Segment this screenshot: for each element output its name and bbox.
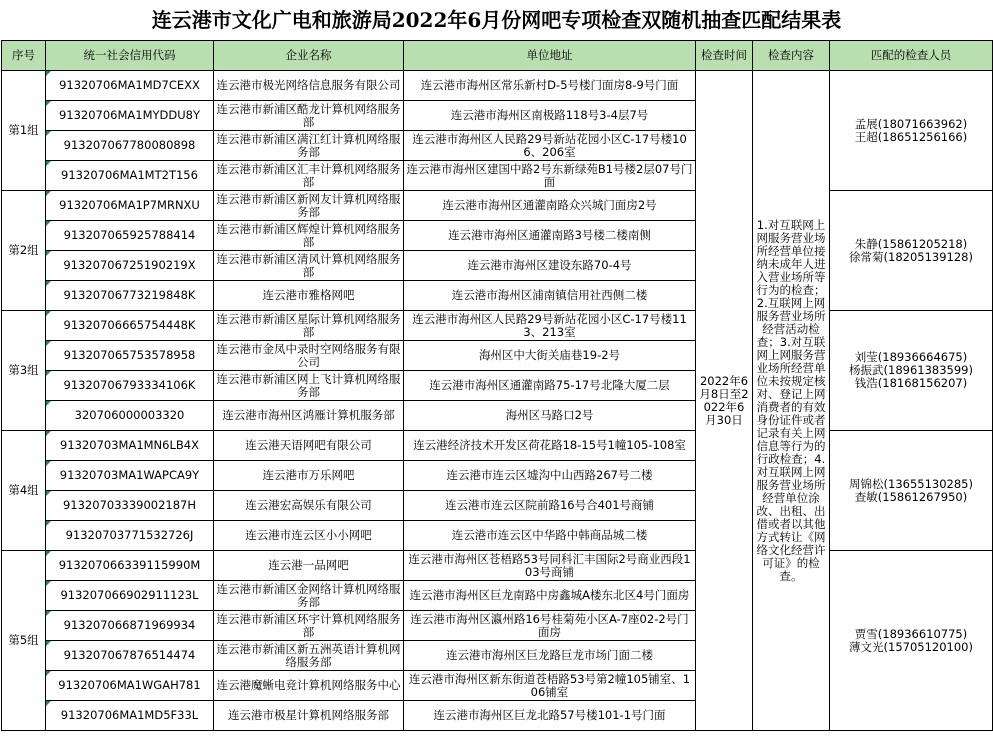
inspectors-cell	[830, 551, 993, 731]
company-name-text: 连云港市新浦区辉煌计算机网络服务部	[216, 222, 401, 249]
table-row	[2, 191, 993, 221]
address-text: 连云港市连云区墟沟中山西路267号二楼	[446, 469, 653, 482]
company-name-text: 连云港天语网吧有限公司	[245, 439, 372, 452]
credit-code-cell: 91320706773219848K	[46, 281, 214, 311]
company-name-cell	[214, 461, 404, 491]
inspector-name: 薄文光(15705120100)	[849, 639, 973, 654]
address-text: 连云港市海州区建设东路70-4号	[467, 259, 632, 272]
credit-code-cell: 91320706725190219X	[46, 251, 214, 281]
company-name-text: 连云港市新浦区金网络计算机网络服务部	[216, 582, 401, 609]
inspector-name: 徐常菊(18205139128)	[849, 249, 973, 264]
company-name-text: 连云港市新浦区满江红计算机网络服务部	[216, 132, 401, 159]
address-cell	[404, 101, 696, 131]
company-name-text: 连云港魔蜥电竞计算机网络服务中心	[216, 679, 401, 692]
credit-code-cell: 913207067780080898	[46, 131, 214, 161]
company-name-text: 连云港市新浦区星际计算机网络服务部	[216, 312, 401, 339]
company-name-cell	[214, 161, 404, 191]
address-text: 连云港市海州区人民路29号新站花园小区C-17号楼106、206室	[412, 132, 687, 159]
company-name-cell	[214, 281, 404, 311]
address-cell	[404, 551, 696, 581]
address-cell	[404, 341, 696, 371]
inspector-name: 贾雪(18936610775)	[854, 626, 968, 641]
address-cell	[404, 311, 696, 341]
credit-code-cell: 913207065753578958	[46, 341, 214, 371]
header-row	[2, 41, 993, 71]
company-name-cell	[214, 641, 404, 671]
company-name-text: 连云港市金凤中录时空网络服务有限公司	[216, 342, 401, 369]
company-name-text: 连云港宏高娱乐有限公司	[245, 499, 372, 512]
company-name-cell	[214, 581, 404, 611]
inspector-name: 周锦松(13655130285)	[849, 476, 973, 491]
address-cell	[404, 191, 696, 221]
header-time: 检查时间	[696, 41, 753, 71]
credit-code-cell: 91320706MA1MYDDU8Y	[46, 101, 214, 131]
page-title: 连云港市文化广电和旅游局2022年6月份网吧专项检查双随机抽查匹配结果表	[151, 8, 842, 32]
company-name-text: 连云港市连云区小小网吧	[245, 529, 372, 542]
address-cell	[404, 491, 696, 521]
company-name-cell	[214, 341, 404, 371]
address-cell	[404, 71, 696, 101]
company-name-cell	[214, 371, 404, 401]
inspector-name: 刘莹(18936664675)	[854, 350, 968, 364]
address-text: 连云港市海州区苍梧路53号同科汇丰国际2号商业西段103号商铺	[408, 552, 691, 579]
company-name-cell	[214, 101, 404, 131]
header-name: 企业名称	[214, 41, 404, 71]
address-cell	[404, 251, 696, 281]
address-text: 连云港市海州区巨龙路巨龙市场门面二楼	[446, 649, 653, 662]
company-name-cell	[214, 491, 404, 521]
header-content: 检查内容	[753, 41, 830, 71]
company-name-text: 连云港市新浦区清风计算机网络服务部	[216, 252, 401, 279]
company-name-cell	[214, 131, 404, 161]
company-name-cell	[214, 251, 404, 281]
address-text: 连云港市海州区巨龙北路57号楼101-1号门面	[433, 709, 666, 722]
company-name-cell	[214, 191, 404, 221]
company-name-text: 连云港市新浦区环宇计算机网络服务部	[216, 612, 401, 639]
inspectors-cell	[830, 431, 993, 551]
company-name-cell	[214, 551, 404, 581]
address-text: 连云港市海州区南极路118号3-4层7号	[450, 109, 649, 122]
address-text: 海州区中大街关庙巷19-2号	[478, 349, 621, 362]
address-text: 连云港市海州区人民路29号新站花园小区C-17号楼113、213室	[412, 312, 687, 339]
check-content-cell: 1.对互联网上网服务营业场所经营单位接纳未成年人进入营业场所等行为的检查；2.互联网上网服务营业场所经营活动检查；3.对互联网上网服务营业场所经营单位未按规定核对、登记上网消费者的有效身份证件或者记录有关上网信息等行为的行政检查；4.对互联网上网服务营业场所经营单位涂改、出租、出借或者以其他方式转让《网络文化经营许可证》的检查。	[753, 71, 830, 731]
address-cell	[404, 371, 696, 401]
inspectors-cell	[830, 191, 993, 311]
group-label: 第1组	[2, 71, 46, 191]
company-name-text: 连云港一品网吧	[268, 559, 349, 572]
credit-code-cell: 91320706MA1WGAH781	[46, 671, 214, 701]
company-name-cell	[214, 311, 404, 341]
credit-code-cell: 913207066339115990M	[46, 551, 214, 581]
result-table	[1, 40, 993, 731]
address-text: 连云港经济技术开发区荷花路18-15号1幢105-108室	[413, 439, 686, 452]
inspector-name: 查敏(15861267950)	[854, 489, 968, 504]
address-cell	[404, 671, 696, 701]
address-text: 连云港市连云区中华路中韩商品城二楼	[451, 529, 648, 542]
address-text: 连云港市海州区浦南镇信用社西侧二楼	[451, 289, 648, 302]
credit-code-cell: 913207065925788414	[46, 221, 214, 251]
table-row	[2, 71, 993, 101]
group-label: 第4组	[2, 431, 46, 551]
company-name-text: 连云港市极光网络信息服务有限公司	[216, 79, 401, 92]
address-cell	[404, 431, 696, 461]
inspector-name: 孟展(18071663962)	[854, 116, 968, 131]
company-name-text: 连云港市新浦区新五洲英语计算机网络服务部	[216, 642, 401, 669]
header-inspectors: 匹配的检查人员	[830, 41, 993, 71]
company-name-text: 连云港市极星计算机网络服务部	[228, 709, 389, 722]
check-time-cell: 2022年6月8日至2022年6月30日	[696, 71, 753, 731]
address-text: 连云港市连云区院前路16号合401号商铺	[444, 499, 655, 512]
address-text: 海州区马路口2号	[505, 409, 594, 422]
table-row	[2, 311, 993, 341]
company-name-text: 连云港市雅格网吧	[262, 289, 355, 302]
credit-code-cell: 91320706MA1MD7CEXX	[46, 71, 214, 101]
address-cell	[404, 581, 696, 611]
inspector-name: 王超(18651256166)	[854, 129, 968, 144]
address-cell	[404, 401, 696, 431]
group-label: 第5组	[2, 551, 46, 731]
company-name-cell	[214, 401, 404, 431]
credit-code-cell: 91320706MA1MD5F33L	[46, 701, 214, 731]
company-name-text: 连云港市海州区鸿雁计算机服务部	[222, 409, 395, 422]
company-name-text: 连云港市新浦区新网友计算机网络服务部	[216, 192, 401, 219]
address-cell	[404, 521, 696, 551]
address-cell	[404, 221, 696, 251]
address-cell	[404, 641, 696, 671]
company-name-cell	[214, 701, 404, 731]
inspectors-cell	[830, 71, 993, 191]
credit-code-cell: 91320706MA1P7MRNXU	[46, 191, 214, 221]
address-cell	[404, 701, 696, 731]
header-seq: 序号	[2, 41, 46, 71]
header-address: 单位地址	[404, 41, 696, 71]
company-name-text: 连云港市新浦区酷龙计算机网络服务部	[216, 102, 401, 129]
address-text: 连云港市海州区通灌南路75-17号北隆大厦二层	[429, 379, 670, 392]
table-body	[2, 71, 993, 731]
company-name-text: 连云港市新浦区汇丰计算机网络服务部	[216, 162, 401, 189]
group-label: 第2组	[2, 191, 46, 311]
address-cell	[404, 461, 696, 491]
company-name-cell	[214, 611, 404, 641]
credit-code-cell: 91320706665754448K	[46, 311, 214, 341]
credit-code-cell: 91320703339002187H	[46, 491, 214, 521]
credit-code-cell: 91320703771532726J	[46, 521, 214, 551]
company-name-cell	[214, 221, 404, 251]
company-name-cell	[214, 671, 404, 701]
company-name-cell	[214, 521, 404, 551]
group-label: 第3组	[2, 311, 46, 431]
company-name-cell	[214, 71, 404, 101]
address-text: 连云港市海州区新东街道苍梧路53号第2幢105铺室、106铺室	[408, 672, 691, 699]
address-text: 连云港市海州区巨龙南路中房鑫城A楼东北区4号门面房	[409, 589, 690, 602]
address-cell	[404, 161, 696, 191]
table-row	[2, 551, 993, 581]
credit-code-cell: 91320706793334106K	[46, 371, 214, 401]
address-text: 连云港市海州区常乐新村D-5号楼门面房8-9号门面	[420, 79, 679, 92]
address-cell	[404, 281, 696, 311]
header-code: 统一社会信用代码	[46, 41, 214, 71]
credit-code-cell: 91320706MA1MT2T156	[46, 161, 214, 191]
inspectors-cell	[830, 311, 993, 431]
credit-code-cell: 91320703MA1MN6LB4X	[46, 431, 214, 461]
company-name-text: 连云港市万乐网吧	[262, 469, 355, 482]
credit-code-cell: 320706000003320	[46, 401, 214, 431]
inspector-name: 朱静(15861205218)	[854, 236, 968, 251]
address-cell	[404, 131, 696, 161]
address-text: 连云港市海州区通灌南路3号楼二楼南侧	[448, 229, 651, 242]
address-text: 连云港市海州区通灌南路众兴城门面房2号	[442, 199, 657, 212]
address-text: 连云港市海州区建国中路2号东新绿苑B1号楼2层07号门面	[406, 162, 693, 189]
credit-code-cell: 913207067876514474	[46, 641, 214, 671]
inspector-name: 钱浩(18168156207)	[854, 376, 968, 390]
credit-code-cell: 913207066902911123L	[46, 581, 214, 611]
company-name-text: 连云港市新浦区网上飞计算机网络服务部	[216, 372, 401, 399]
address-cell	[404, 611, 696, 641]
credit-code-cell: 91320703MA1WAPCA9Y	[46, 461, 214, 491]
table-row	[2, 431, 993, 461]
address-text: 连云港市海州区瀛州路16号桂菊苑小区A-7座02-2号门面房	[410, 612, 689, 639]
company-name-cell	[214, 431, 404, 461]
credit-code-cell: 913207066871969934	[46, 611, 214, 641]
inspector-name: 杨振武(18961383599)	[849, 363, 973, 377]
